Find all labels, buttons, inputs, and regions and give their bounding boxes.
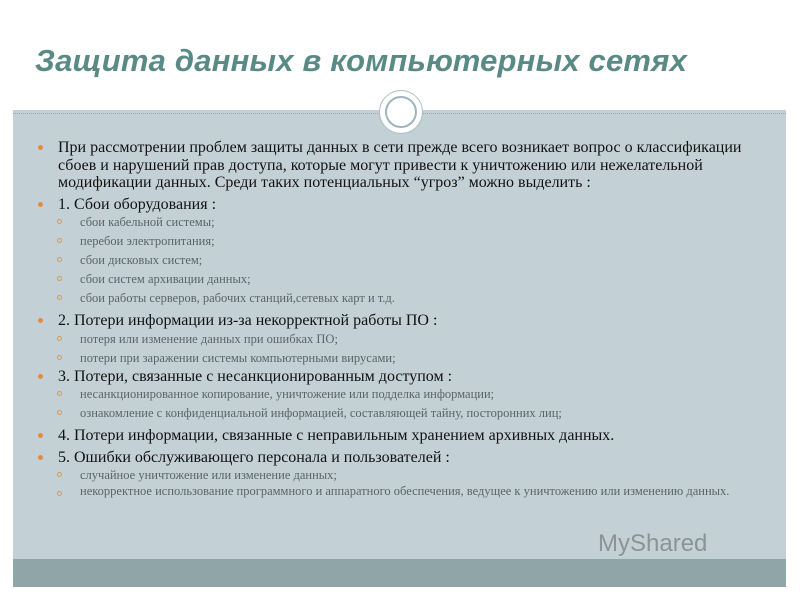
section-heading-text: 3. Потери, связанные с несанкционированным доступом : (58, 367, 453, 385)
list-item (35, 330, 770, 349)
section-heading-text: 2. Потери информации из-за некорректной работы ПО : (58, 312, 438, 329)
list-item (35, 213, 770, 232)
slide-title: Защита данных в компьютерных сетях (35, 43, 688, 78)
list-item-text: некорректное использование программного и аппаратного обеспечения, ведущее к уничтожению или изменению данных. (80, 484, 730, 498)
section-heading (35, 427, 770, 445)
section-heading (35, 368, 770, 386)
list-item (35, 270, 770, 289)
circle-bullet-icon (57, 391, 62, 396)
list-item (35, 349, 770, 368)
list-item-text: потеря или изменение данных при ошибках ПО; (80, 331, 338, 346)
list-item-text: сбои дисковых систем; (80, 253, 203, 267)
list-item (35, 404, 770, 423)
list-item-text: потери при заражении системы компьютерными вирусами; (80, 350, 396, 365)
section-heading (35, 449, 770, 467)
slide-content (35, 139, 770, 498)
intro-paragraph (35, 139, 770, 192)
circle-bullet-icon (57, 491, 62, 496)
bullet-icon (38, 318, 43, 323)
list-item (35, 232, 770, 251)
circle-bullet-icon (57, 336, 62, 341)
section-heading-text: 5. Ошибки обслуживающего персонала и пользователей : (58, 448, 450, 466)
circle-bullet-icon (57, 410, 62, 415)
circle-bullet-icon (57, 219, 62, 224)
list-item-text: случайное уничтожение или изменение данных; (80, 468, 337, 482)
list-item (35, 485, 770, 498)
intro-text: При рассмотрении проблем защиты данных в сети прежде всего возникает вопрос о классификации сбоев и нарушений прав доступа, которые могут привести к уничтожению или нежелательной модификации данных. Среди таких потенциальных “угроз” можно выделить : (58, 139, 742, 191)
bullet-icon (38, 202, 43, 207)
circle-ornament-icon (379, 90, 423, 134)
circle-bullet-icon (57, 355, 62, 360)
list-item-text: ознакомление с конфиденциальной информацией, составляющей тайну, посторонних лиц; (80, 406, 562, 420)
list-item-text: перебои электропитания; (80, 234, 215, 248)
bullet-icon (38, 145, 43, 150)
list-item (35, 385, 770, 404)
circle-bullet-icon (57, 238, 62, 243)
bullet-icon (38, 374, 43, 379)
circle-ornament-inner (385, 96, 417, 128)
bottom-band (13, 559, 786, 587)
circle-bullet-icon (57, 257, 62, 262)
circle-bullet-icon (57, 472, 62, 477)
bullet-icon (38, 433, 43, 438)
section-heading-text: 1. Сбои оборудования : (58, 195, 217, 213)
list-item-text: сбои работы серверов, рабочих станций,сетевых карт и т.д. (80, 291, 395, 305)
section-heading (35, 196, 770, 214)
circle-bullet-icon (57, 276, 62, 281)
list-item-text: сбои кабельной системы; (80, 215, 215, 229)
list-item-text: сбои систем архивации данных; (80, 272, 251, 286)
list-item (35, 289, 770, 308)
list-item (35, 466, 770, 485)
section-heading-text: 4. Потери информации, связанные с неправильным хранением архивных данных. (58, 427, 615, 444)
bullet-icon (38, 455, 43, 460)
circle-bullet-icon (57, 295, 62, 300)
watermark-logo: MyShared (598, 530, 708, 557)
list-item-text: несанкционированное копирование, уничтожение или подделка информации; (80, 387, 495, 401)
slide (13, 13, 786, 587)
list-item (35, 251, 770, 270)
section-heading (35, 312, 770, 330)
